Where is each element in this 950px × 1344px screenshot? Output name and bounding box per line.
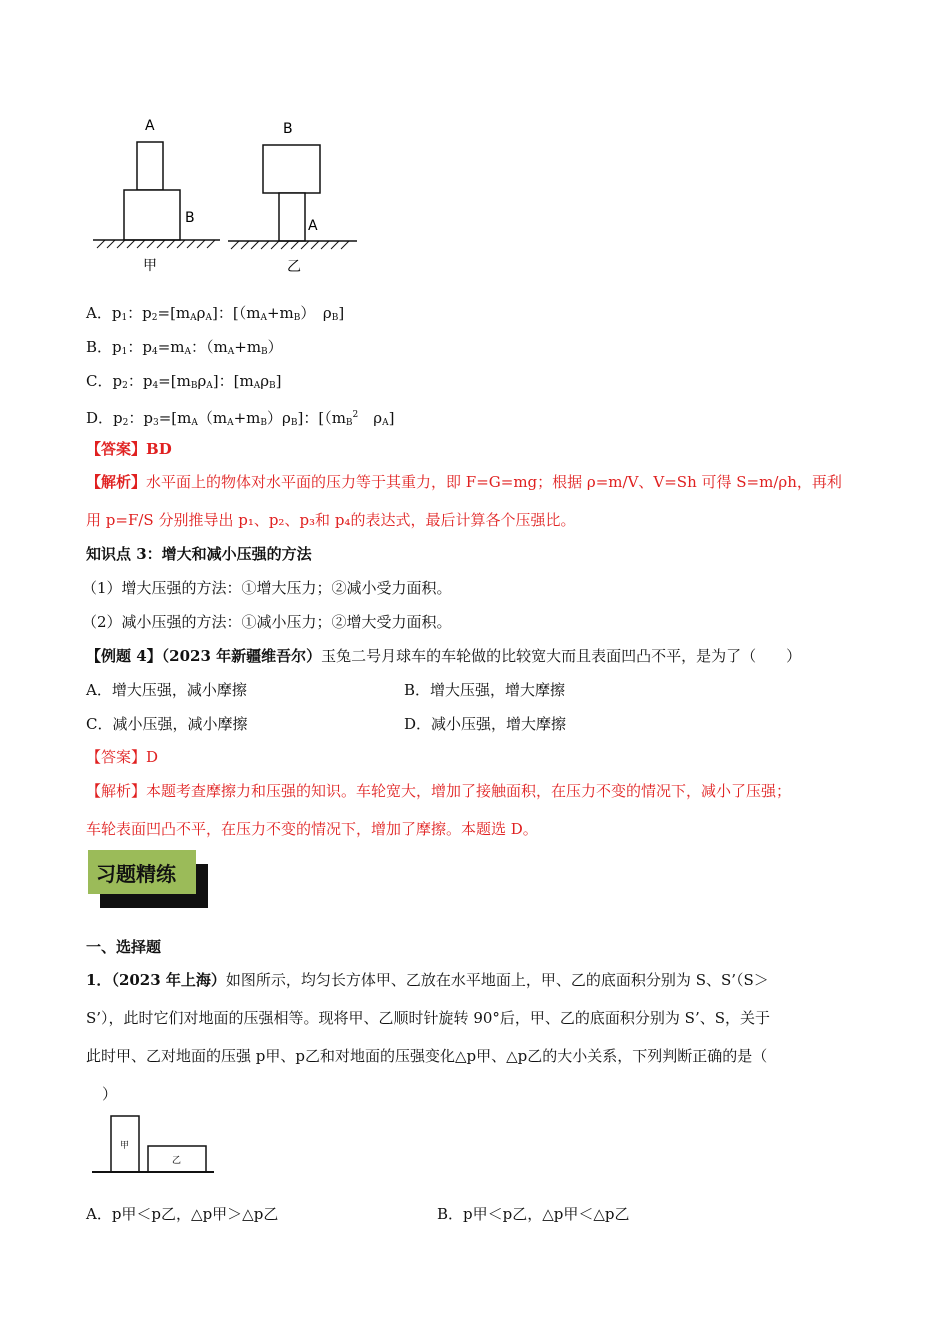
analysis-4-line2: 车轮表面凹凸不平，在压力不变的情况下，增加了摩擦。本题选 D。 <box>86 820 538 838</box>
answer-1: 【答案】BD <box>86 440 172 458</box>
option-c: C．$p_2$：$p_4=[m_B\rho_A]$：$[m_A\rho_B]$ <box>86 372 282 391</box>
analysis-4-line1: 【解析】本题考查摩擦力和压强的知识。车轮宽大，增加了接触面积，在压力不变的情况下，减小了压强； <box>86 782 792 800</box>
section-banner <box>88 850 196 894</box>
example-4-option-d: D．减小压强，增大摩擦 <box>404 715 567 733</box>
block-b-jia <box>124 190 180 240</box>
label-b-top: B <box>283 121 293 137</box>
stacked-blocks-figure <box>85 110 375 280</box>
analysis-1-line2: 用 p=F/S 分别推导出 p₁、p₂、p₃和 p₄的表达式，最后计算各个压强比。 <box>86 511 576 529</box>
question-1-line2: S’），此时它们对地面的压强相等。现将甲、乙顺时针旋转 90°后，甲、乙的底面积分别为 S’、S，关于 <box>86 1009 770 1027</box>
block-yi-label: 乙 <box>172 1156 182 1166</box>
option-b: B．$p_1$：$p_4=m_A$：$(m_A+m_B)$ <box>86 338 283 357</box>
blocks-on-ground-figure <box>90 1110 220 1180</box>
label-a-side: A <box>308 218 318 234</box>
knowledge-3-title: 知识点 3：增大和减小压强的方法 <box>86 545 312 563</box>
question-1-line3: 此时甲、乙对地面的压强 p甲、p乙和对地面的压强变化△p甲、△p乙的大小关系，下列判断正确的是（ <box>86 1047 768 1065</box>
example-4-question: 【例题 4】（2023 年新疆维吾尔）玉兔二号月球车的车轮做的比较宽大而且表面凹凸不平，是为了（ ） <box>86 647 802 665</box>
block-a-jia <box>137 142 163 190</box>
example-4-option-b: B．增大压强，增大摩擦 <box>404 681 566 699</box>
option-d: D．$p_2$：$p_3=[m_A(m_A+m_B)\rho_B]$：[（$m_B^2$ $\rho_A$] <box>86 409 395 428</box>
knowledge-3-item1: （1）增大压强的方法：①增大压力；②减小受力面积。 <box>82 579 452 597</box>
question-1-line1: 1．（2023 年上海）如图所示，均匀长方体甲、乙放在水平地面上，甲、乙的底面积分别为 S、S’（S＞ <box>86 971 769 989</box>
question-1-option-b: B．p甲＜p乙，△p甲＜△p乙 <box>437 1205 630 1223</box>
question-1-option-a: A．p甲＜p乙，△p甲＞△p乙 <box>86 1205 279 1223</box>
label-a-top: A <box>145 118 155 134</box>
label-jia: 甲 <box>143 258 157 274</box>
block-a-yi <box>279 193 305 241</box>
answer-4: 【答案】D <box>86 748 159 766</box>
label-b-side: B <box>185 210 195 226</box>
example-4-option-a: A．增大压强，减小摩擦 <box>86 681 247 699</box>
section-heading: 一、选择题 <box>86 938 162 956</box>
question-1-line4: ） <box>102 1085 118 1103</box>
section-banner-label: 习题精练 <box>96 862 176 886</box>
label-yi: 乙 <box>287 259 301 275</box>
example-4-option-c: C．减小压强，减小摩擦 <box>86 715 248 733</box>
option-a: A．$p_1$：$p_2=[m_A\rho_A]$：[$(m_A+m_B)$ $\rho_B$] <box>86 304 345 323</box>
block-jia-label: 甲 <box>120 1141 130 1151</box>
block-b-yi <box>263 145 320 193</box>
analysis-1-line1: 【解析】水平面上的物体对水平面的压力等于其重力，即 F=G=mg；根据 ρ=m/V、V=Sh 可得 S=m/ρh，再利 <box>86 473 842 491</box>
knowledge-3-item2: （2）减小压强的方法：①减小压力；②增大受力面积。 <box>82 613 452 631</box>
